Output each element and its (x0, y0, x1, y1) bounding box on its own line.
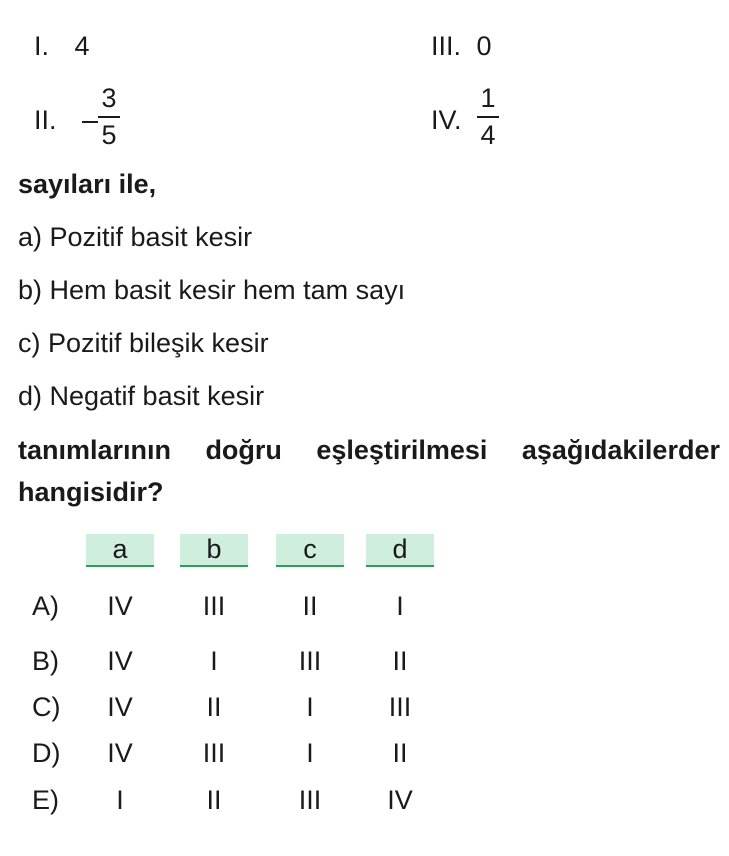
table-cell: IV (387, 785, 413, 815)
item-i-value: 4 (74, 31, 90, 61)
definition-c: c) Pozitif bileşik kesir (18, 328, 269, 358)
intro-text: sayıları ile, (18, 169, 157, 199)
table-header-c: c (276, 534, 344, 567)
definition-a: a) Pozitif basit kesir (18, 222, 253, 252)
question-word: tanımlarının (18, 435, 172, 465)
option-label-d[interactable]: D) (32, 738, 61, 768)
item-ii-numeral: II. (34, 105, 57, 135)
fraction-one-fourth (477, 85, 499, 149)
option-label-c[interactable]: C) (32, 692, 61, 722)
table-cell: II (206, 785, 222, 815)
table-cell: III (388, 692, 412, 722)
item-i-numeral: I. (34, 31, 50, 61)
option-label-b[interactable]: B) (32, 646, 59, 676)
question-line-1 (18, 437, 720, 464)
item-iii-value: 0 (476, 31, 492, 61)
definition-b: b) Hem basit kesir hem tam sayı (18, 275, 406, 305)
table-cell: IV (107, 591, 133, 621)
option-label-e[interactable]: E) (32, 785, 59, 815)
table-cell: I (210, 646, 218, 676)
question-word: doğru (205, 435, 282, 465)
fraction-numerator: 1 (480, 83, 496, 113)
minus-sign (82, 121, 98, 123)
item-iii (431, 33, 492, 60)
table-header-d: d (366, 534, 434, 567)
item-iii-numeral: III. (431, 31, 462, 61)
table-cell: I (396, 591, 404, 621)
table-cell: IV (107, 692, 133, 722)
question-line-2: hangisidir? (18, 477, 164, 507)
definition-d: d) Negatif basit kesir (18, 381, 265, 411)
fraction-denominator: 5 (101, 120, 117, 150)
table-cell: III (202, 591, 226, 621)
table-header-b: b (180, 534, 248, 567)
table-cell: I (306, 692, 314, 722)
fraction-negative-three-fifths (98, 85, 120, 149)
table-cell: IV (107, 646, 133, 676)
table-cell: II (302, 591, 318, 621)
table-cell: II (392, 646, 408, 676)
table-cell: III (202, 738, 226, 768)
table-cell: I (306, 738, 314, 768)
fraction-numerator: 3 (101, 83, 117, 113)
question-word: eşleştirilmesi (316, 435, 488, 465)
table-cell: II (392, 738, 408, 768)
item-i (34, 33, 90, 60)
option-label-a[interactable]: A) (32, 591, 59, 621)
table-cell: III (298, 785, 322, 815)
fraction-denominator: 4 (480, 120, 496, 150)
table-header-a: a (86, 534, 154, 567)
question-word: aşağıdakilerder (521, 435, 720, 465)
item-iv-numeral: IV. (431, 105, 462, 135)
table-cell: I (116, 785, 124, 815)
table-cell: III (298, 646, 322, 676)
table-cell: II (206, 692, 222, 722)
table-cell: IV (107, 738, 133, 768)
